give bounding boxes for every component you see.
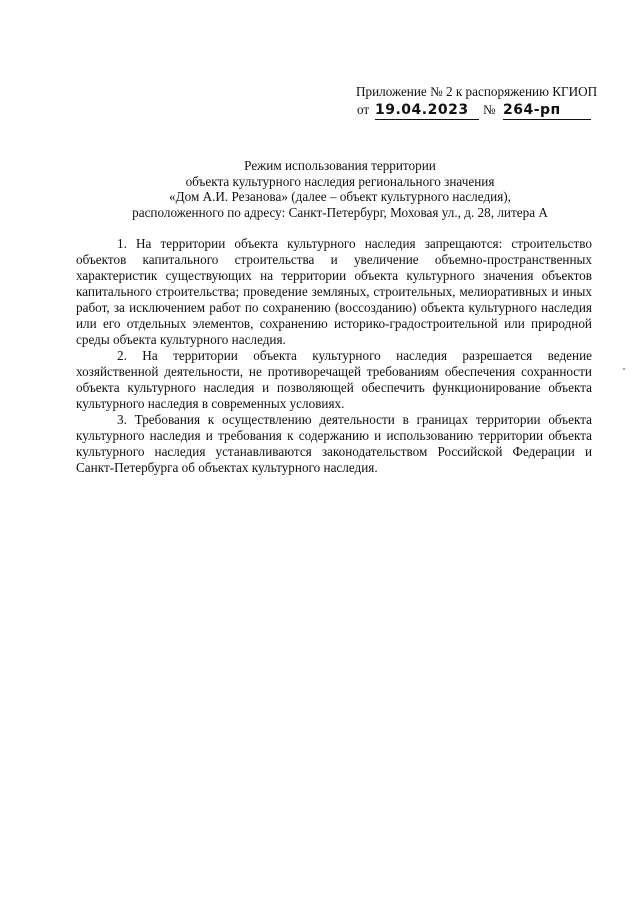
paragraph-3: 3. Требования к осуществлению деятельности в границах территории объекта культурного наследия и требования к содержанию и использованию территории объекта культурного наследия устанавливаются законодательством Российской Федерации и Санкт-Петербурга об объектах культурного наследия. [76, 412, 592, 475]
document-body [76, 236, 592, 476]
paragraph-1: 1. На территории объекта культурного наследия запрещаются: строительство объектов капитального строительства и увеличение объемно-пространственных характеристик существующих на территории объекта культурного значения объектов капитального строительства; проведение земляных, строительных, мелиоративных и иных работ, за исключением работ по сохранению (воссозданию) объекта культурного наследия или его отдельных элементов, сохранению историко-градостроительной или природной среды объекта культурного наследия. [76, 236, 592, 347]
title-line-3: «Дом А.И. Резанова» (далее – объект культурного наследия), [169, 189, 511, 204]
paragraph-2: 2. На территории объекта культурного наследия разрешается ведение хозяйственной деятельности, не противоречащей требованиям обеспечения сохранности объекта культурного наследия и позволяющей обеспечить функционирование объекта культурного наследия в современных условиях. [76, 348, 592, 411]
title-line-2: объекта культурного наследия регионального значения [185, 173, 495, 189]
appendix-line: Приложение № 2 к распоряжению КГИОП [356, 84, 598, 99]
scan-speck [623, 368, 625, 370]
from-label: от [357, 102, 370, 117]
title-line-1: Режим использования территории [244, 158, 436, 173]
title-line-4: расположенного по адресу: Санкт-Петербург, Моховая ул., д. 28, литера А [132, 204, 548, 220]
header-block [356, 84, 596, 99]
number-label: № [483, 102, 496, 117]
order-date: 19.04.2023 [375, 102, 479, 120]
document-title [80, 158, 600, 220]
order-number: 264-рп [503, 102, 591, 120]
